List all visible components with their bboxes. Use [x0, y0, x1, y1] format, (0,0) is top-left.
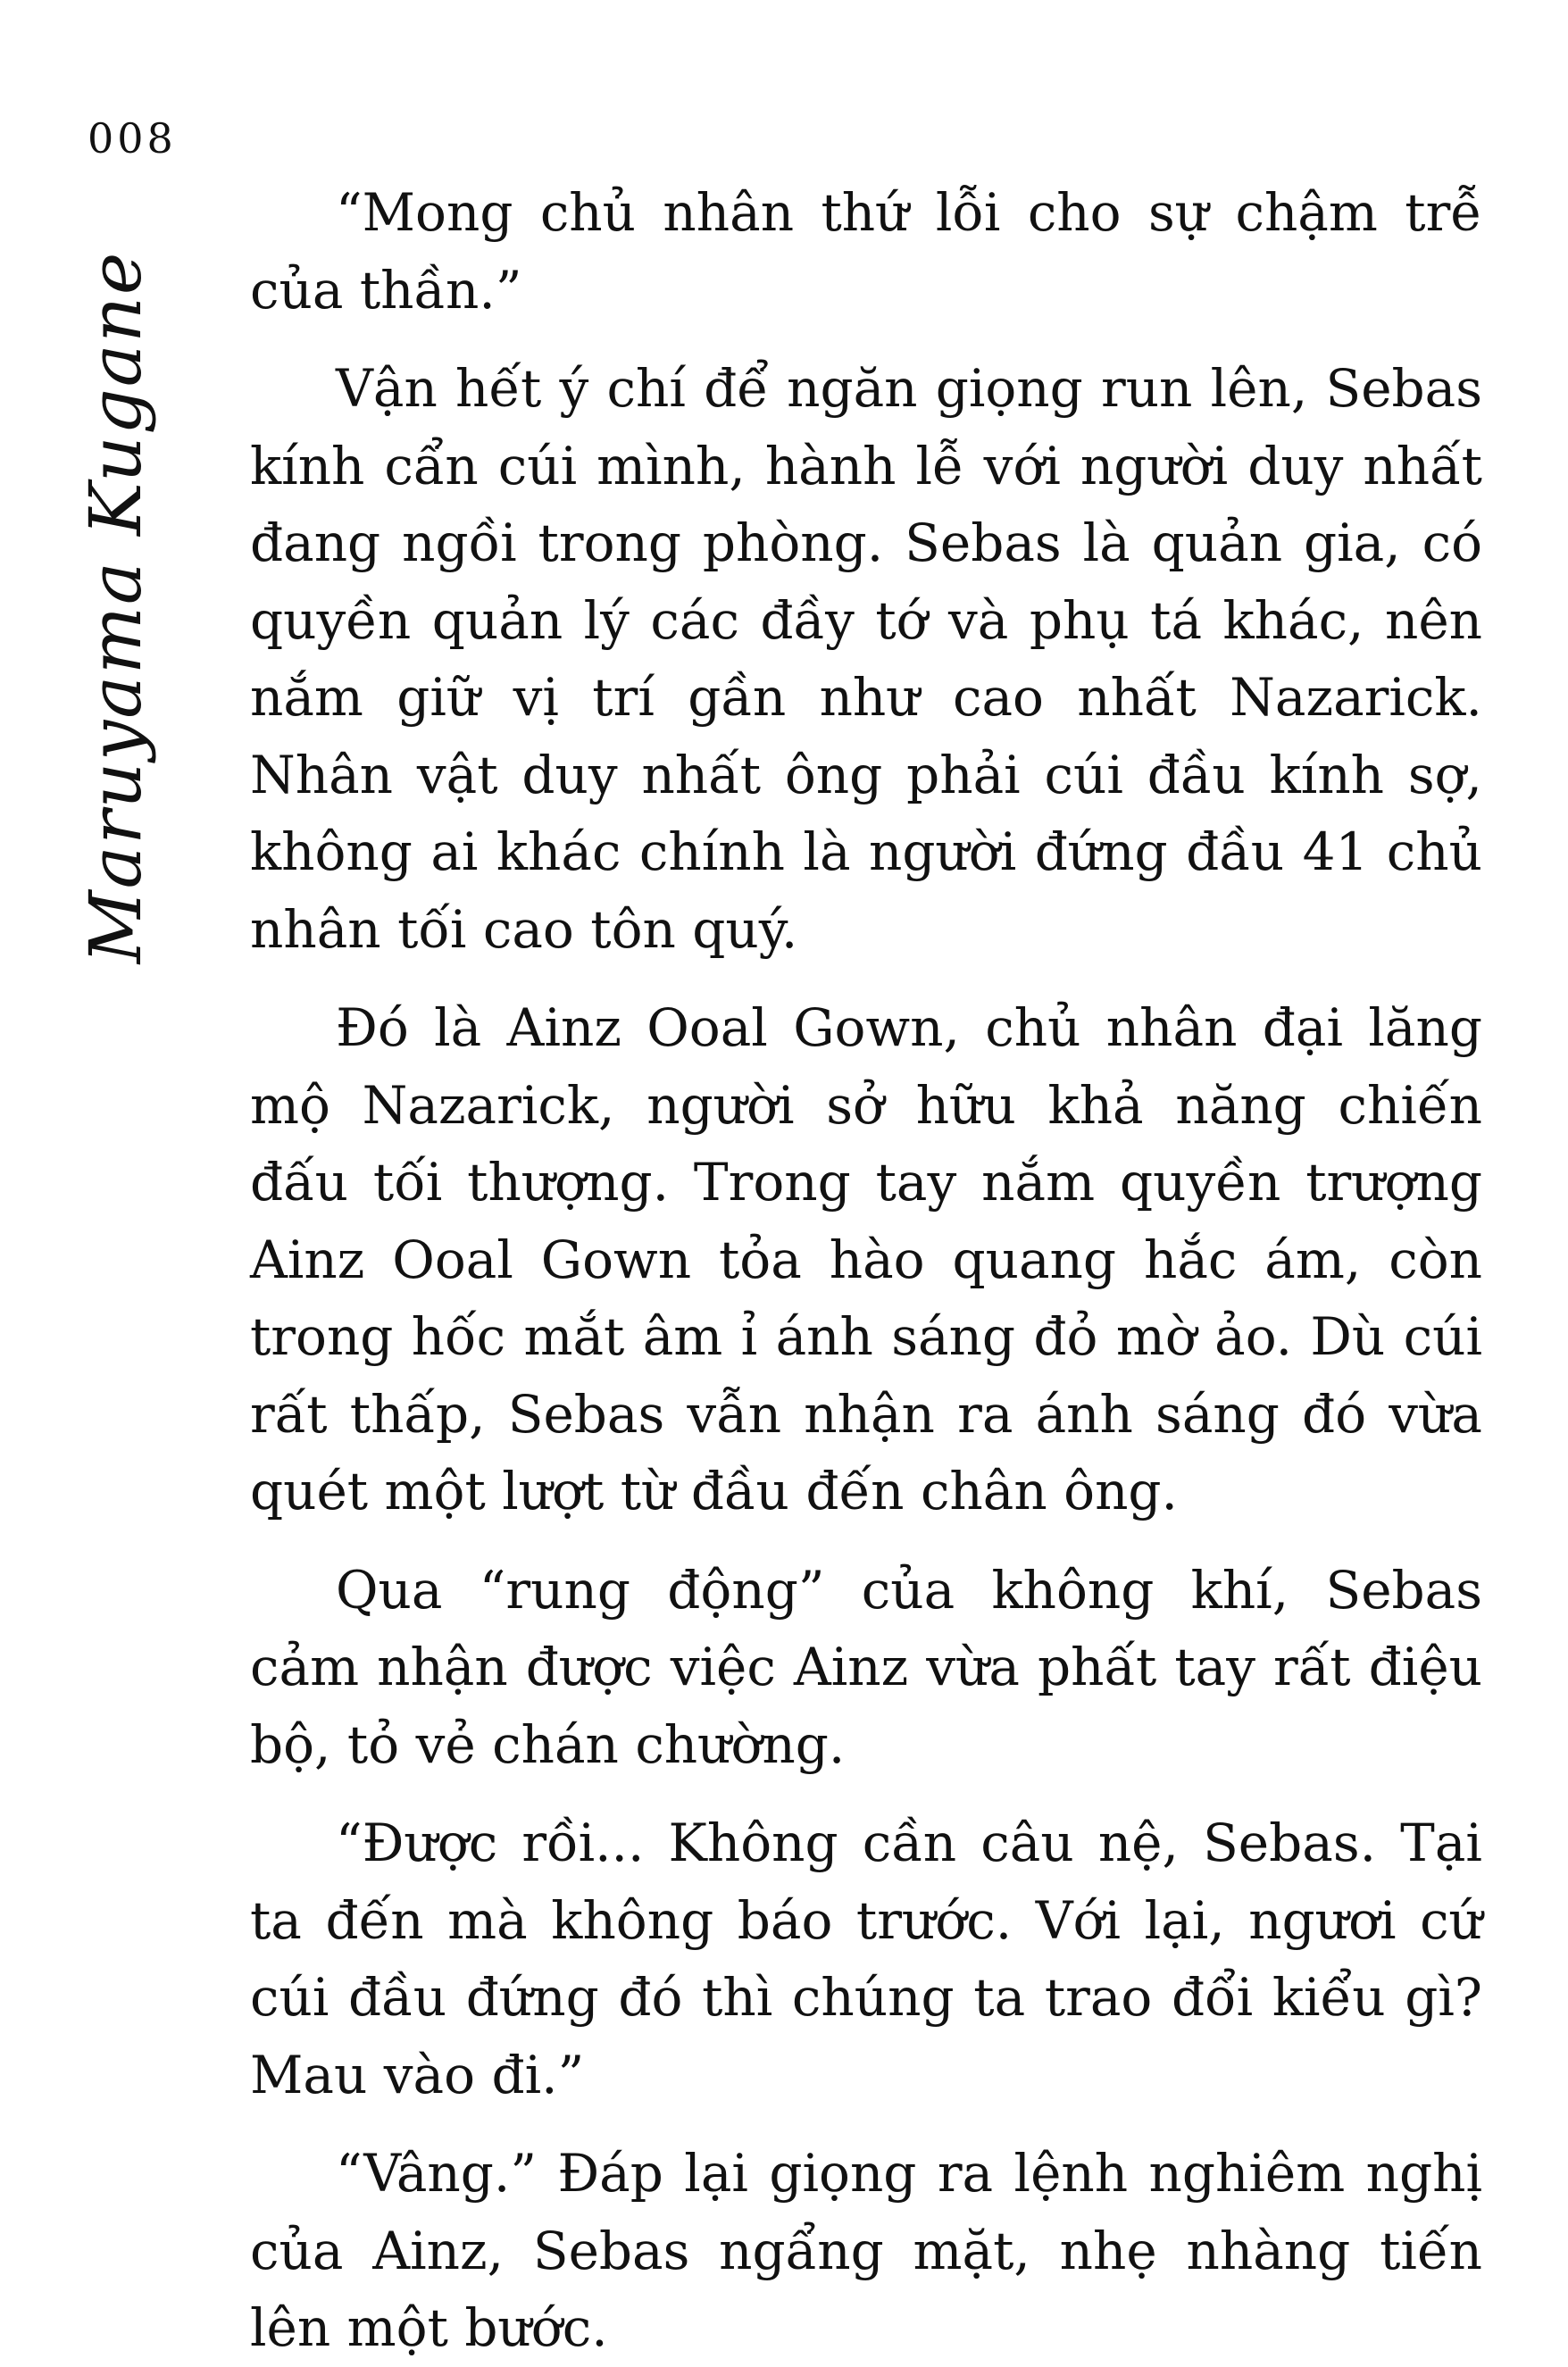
paragraph: “Vâng.” Đáp lại giọng ra lệnh nghiêm nghị của Ainz, Sebas ngẩng mặt, nhẹ nhàng tiến lên một bước. — [250, 2143, 1482, 2358]
paragraph: “Mong chủ nhân thứ lỗi cho sự chậm trễ của thần.” — [250, 182, 1482, 321]
paragraph: Đó là Ainz Ooal Gown, chủ nhân đại lăng mộ Nazarick, người sở hữu khả năng chiến đấu tối thượng. Trong tay nắm quyền trượng Ainz Ooal Gown tỏa hào quang hắc ám, còn trong hốc mắt âm ỉ ánh sáng đỏ mờ ảo. Dù cúi rất thấp, Sebas vẫn nhận ra ánh sáng đó vừa quét một lượt từ đầu đến chân ông. — [250, 997, 1482, 1521]
body-text — [250, 174, 1482, 2367]
paragraph: “Được rồi... Không cần câu nệ, Sebas. Tại ta đến mà không báo trước. Với lại, ngươi cứ cúi đầu đứng đó thì chúng ta trao đổi kiểu gì? Mau vào đi.” — [250, 1813, 1482, 2105]
page-number: 008 — [88, 114, 177, 163]
author-running-head: Maruyama Kugane — [74, 250, 157, 964]
paragraph: Qua “rung động” của không khí, Sebas cảm nhận được việc Ainz vừa phất tay rất điệu bộ, tỏ vẻ chán chường. — [250, 1559, 1482, 1775]
paragraph: Vận hết ý chí để ngăn giọng run lên, Sebas kính cẩn cúi mình, hành lễ với người duy nhất đang ngồi trong phòng. Sebas là quản gia, có quyền quản lý các đầy tớ và phụ tá khác, nên nắm giữ vị trí gần như cao nhất Nazarick. Nhân vật duy nhất ông phải cúi đầu kính sợ, không ai khác chính là người đứng đầu 41 chủ nhân tối cao tôn quý. — [250, 358, 1482, 960]
